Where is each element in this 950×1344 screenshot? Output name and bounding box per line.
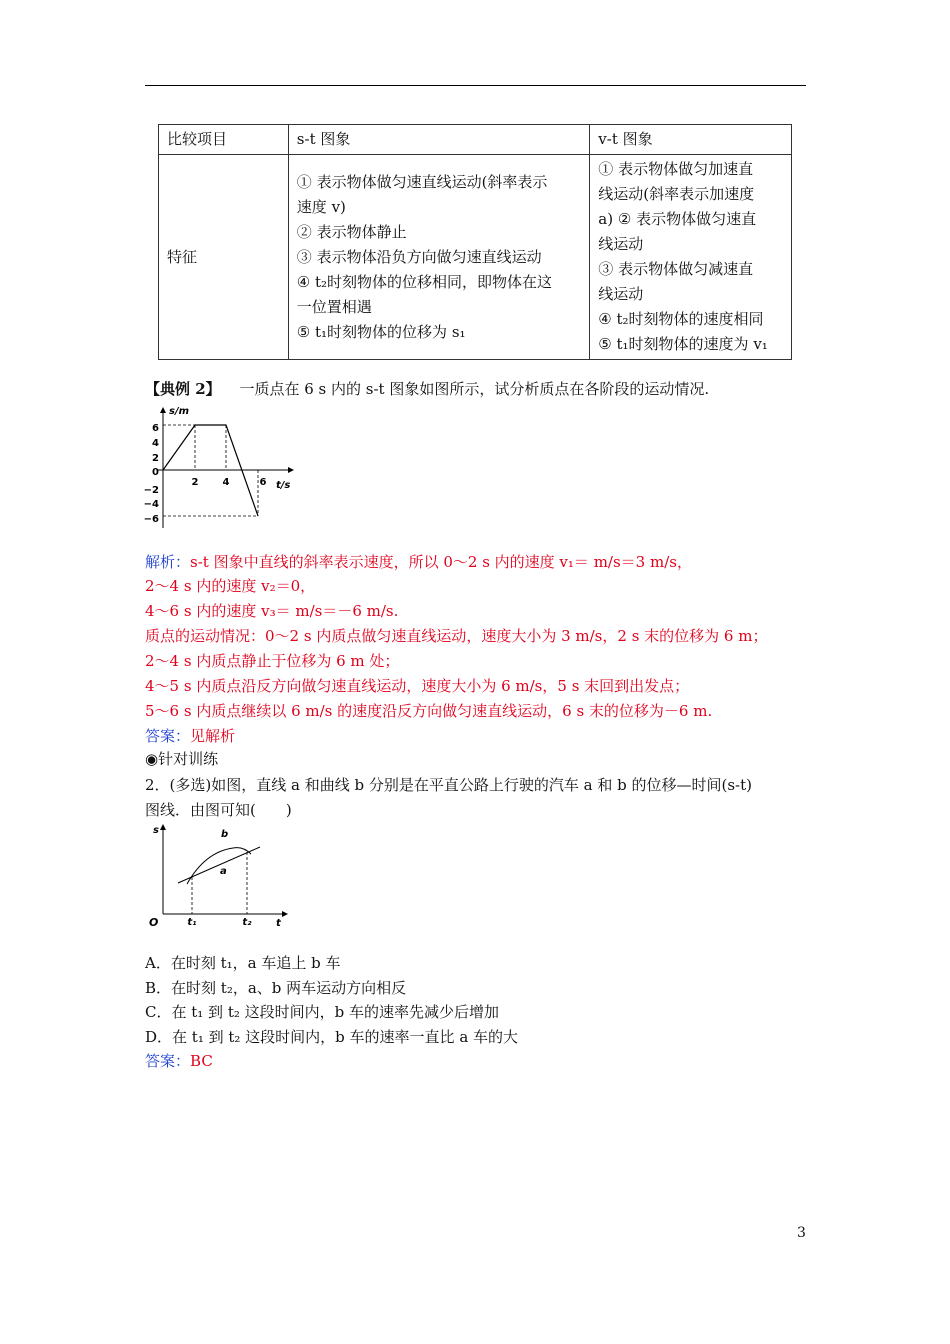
curve-b-label: b (221, 829, 229, 840)
st-graph (143, 402, 303, 537)
vt-features-cell (590, 155, 792, 360)
example-tag: 【典例 2】 (145, 380, 221, 398)
analysis-line-6: 4～5 s 内质点沿反方向做匀速直线运动，速度大小为 6 m/s，5 s 末回到出发点； (145, 677, 690, 695)
table-line: a) ② 表示物体做匀速直 (598, 210, 757, 228)
example-heading (145, 378, 709, 400)
answer-1 (145, 725, 235, 747)
x-tick-label: 6 (259, 477, 267, 488)
analysis-line-7: 5～6 s 内质点继续以 6 m/s 的速度沿反方向做匀速直线运动，6 s 末的位移为－6 m. (145, 702, 713, 720)
x-tick-label: 4 (222, 477, 230, 488)
row-label: 特征 (159, 155, 289, 360)
table-line: ④ t₂时刻物体的位移相同，即物体在这 (296, 272, 553, 291)
curve-b (187, 848, 251, 884)
header-cell: v-t 图象 (590, 125, 792, 155)
y-tick-label: 2 (152, 453, 159, 464)
table-line: ④ t₂时刻物体的速度相同 (598, 310, 764, 328)
table-line: 线运动 (598, 285, 644, 303)
y-tick-label: −6 (143, 514, 159, 525)
analysis-text: s-t 图象中直线的斜率表示速度，所以 0～2 s 内的速度 v₁＝ m/s＝3 m/s， (190, 553, 692, 571)
table-header-row (159, 125, 792, 155)
question-line-2: 图线．由图可知( ) (145, 801, 292, 819)
analysis-label: 解析： (145, 553, 191, 571)
target-icon: ◉ (145, 750, 159, 768)
table-line: ② 表示物体静止 (296, 222, 407, 241)
table-line: 线运动 (598, 235, 644, 253)
y-axis-label: s (153, 825, 159, 836)
practice-heading (145, 748, 218, 770)
option-d: D．在 t₁ 到 t₂ 这段时间内，b 车的速率一直比 a 车的大 (145, 1028, 519, 1046)
y-tick-label: 4 (152, 438, 159, 449)
y-tick-label: 6 (152, 423, 159, 434)
header-cell: s-t 图象 (288, 125, 590, 155)
table-line: ③ 表示物体做匀减速直 (598, 260, 754, 278)
table-line: 速度 v) (296, 197, 346, 216)
answer-value: BC (190, 1052, 213, 1070)
table-line: ① 表示物体做匀速直线运动(斜率表示 (296, 172, 548, 191)
y-tick-label: −4 (143, 499, 159, 510)
table-line: 线运动(斜率表示加速度 (598, 185, 755, 203)
table-line: ① 表示物体做匀加速直 (598, 160, 754, 178)
header-rule (145, 85, 806, 86)
option-c: C．在 t₁ 到 t₂ 这段时间内，b 车的速率先减少后增加 (145, 1003, 500, 1021)
table-line: ⑤ t₁时刻物体的速度为 v₁ (598, 335, 768, 353)
x-axis-label: t/s (276, 480, 291, 491)
y-axis-label: s/m (169, 406, 190, 417)
t1-label: t₁ (187, 917, 197, 928)
example-text: 一质点在 6 s 内的 s-t 图象如图所示，试分析质点在各阶段的运动情况. (239, 380, 710, 398)
analysis-line-5: 2～4 s 内质点静止于位移为 6 m 处； (145, 652, 400, 670)
x-axis-label: t (276, 918, 281, 929)
origin-label: O (149, 916, 159, 929)
analysis-line-2: 2～4 s 内的速度 v₂＝0， (145, 577, 316, 595)
t2-label: t₂ (242, 917, 252, 928)
y-tick-label: −2 (143, 485, 159, 496)
st-graph-2 (143, 822, 293, 932)
x-tick-label: 2 (191, 477, 199, 488)
comparison-table (158, 124, 792, 360)
answer-2 (145, 1050, 213, 1072)
header-cell: 比较项目 (159, 125, 289, 155)
answer-label: 答案： (145, 1052, 191, 1070)
page-number: 3 (797, 1225, 806, 1241)
analysis-line-3: 4～6 s 内的速度 v₃＝ m/s＝－6 m/s. (145, 602, 399, 620)
analysis-line-4: 质点的运动情况：0～2 s 内质点做匀速直线运动，速度大小为 3 m/s，2 s 末的位移为 6 m； (145, 627, 768, 645)
table-row (159, 155, 792, 360)
analysis-line-1 (145, 551, 692, 573)
y-tick-label: 0 (152, 467, 159, 478)
option-a: A．在时刻 t₁，a 车追上 b 车 (145, 954, 341, 972)
st-features-cell (288, 155, 590, 360)
table-line: 一位置相遇 (296, 297, 372, 316)
practice-title: 针对训练 (158, 750, 219, 768)
line-a-label: a (220, 866, 227, 877)
table-line: ③ 表示物体沿负方向做匀速直线运动 (296, 247, 542, 266)
option-b: B．在时刻 t₂，a、b 两车运动方向相反 (145, 979, 407, 997)
answer-value: 见解析 (190, 727, 236, 745)
answer-label: 答案： (145, 727, 191, 745)
question-line-1: 2．(多选)如图，直线 a 和曲线 b 分别是在平直公路上行驶的汽车 a 和 b 的位移—时间(s-t) (145, 776, 752, 794)
table-line: ⑤ t₁时刻物体的位移为 s₁ (296, 322, 466, 341)
